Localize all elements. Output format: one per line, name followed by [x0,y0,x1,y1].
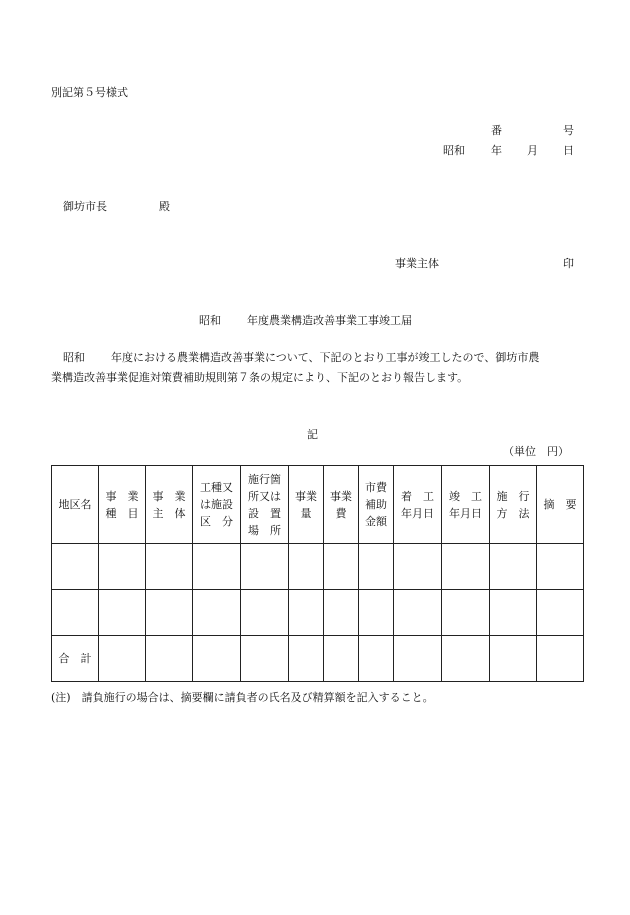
table-cell [99,636,146,682]
table-cell [490,544,537,590]
header-cell: 市費 補助 金額 [359,466,394,544]
date-era: 昭和 [443,144,465,157]
header-cell: 事 業 主 体 [146,466,193,544]
header-cell: 着 工 年月日 [394,466,442,544]
table-cell [394,590,442,636]
header-cell: 施 行 方 法 [490,466,537,544]
table-cell [442,590,490,636]
table-cell [359,544,394,590]
table-cell [146,590,193,636]
table-cell [241,544,289,590]
table-cell [52,590,99,636]
ki-heading: 記 [307,428,318,441]
table-row [52,590,584,636]
applicant-seal: 印 [563,257,574,270]
table-cell [241,636,289,682]
applicant-label: 事業主体 [395,257,439,270]
number-go: 号 [563,124,574,137]
addressee-honorific: 殿 [159,200,170,213]
body-line2: 業構造改善事業促進対策費補助規則第７条の規定により、下記のとおり報告します。 [51,371,469,384]
header-cell: 事 業 種 目 [99,466,146,544]
date-year: 年 [491,144,502,157]
table-cell [394,636,442,682]
table-cell [193,636,241,682]
table-total-row [52,636,584,682]
header-cell: 施行箇 所又は 設 置 場 所 [241,466,289,544]
table-cell [537,590,584,636]
table-cell [442,544,490,590]
table-cell [99,544,146,590]
header-cell: 事業 費 [324,466,359,544]
header-cell: 地区名 [52,466,99,544]
doc-title-era: 昭和 [199,314,221,327]
total-label: 合 計 [52,636,99,682]
table-cell [241,590,289,636]
body-line1-era: 昭和 [63,351,85,364]
body-line1: 年度における農業構造改善事業について、下記のとおり工事が竣工したので、御坊市農 [111,351,540,364]
table-cell [324,544,359,590]
table-cell [324,636,359,682]
table-cell [289,636,324,682]
table-cell [193,590,241,636]
doc-title: 年度農業構造改善事業工事竣工届 [247,314,412,327]
table-cell [146,544,193,590]
table-cell [394,544,442,590]
table-cell [442,636,490,682]
table-cell [193,544,241,590]
header-cell: 事業 量 [289,466,324,544]
report-table [51,465,584,682]
table-cell [490,636,537,682]
header-cell: 工種又 は施設 区 分 [193,466,241,544]
table-cell [146,636,193,682]
table-cell [490,590,537,636]
header-cell: 摘 要 [537,466,584,544]
table-cell [324,590,359,636]
table-cell [289,544,324,590]
header-cell: 竣 工 年月日 [442,466,490,544]
table-header-row [52,466,584,544]
number-ban: 番 [491,124,502,137]
table-cell [289,590,324,636]
form-id: 別記第５号様式 [51,86,128,99]
addressee-title: 御坊市長 [63,200,107,213]
table-cell [537,636,584,682]
table-cell [359,636,394,682]
table-cell [537,544,584,590]
table-row [52,544,584,590]
unit-label: （単位 円） [503,445,569,458]
date-month: 月 [527,144,538,157]
footnote: (注) 請負施行の場合は、摘要欄に請負者の氏名及び精算額を記入すること。 [51,691,434,704]
date-day: 日 [563,144,574,157]
table-cell [52,544,99,590]
table-cell [359,590,394,636]
table-cell [99,590,146,636]
